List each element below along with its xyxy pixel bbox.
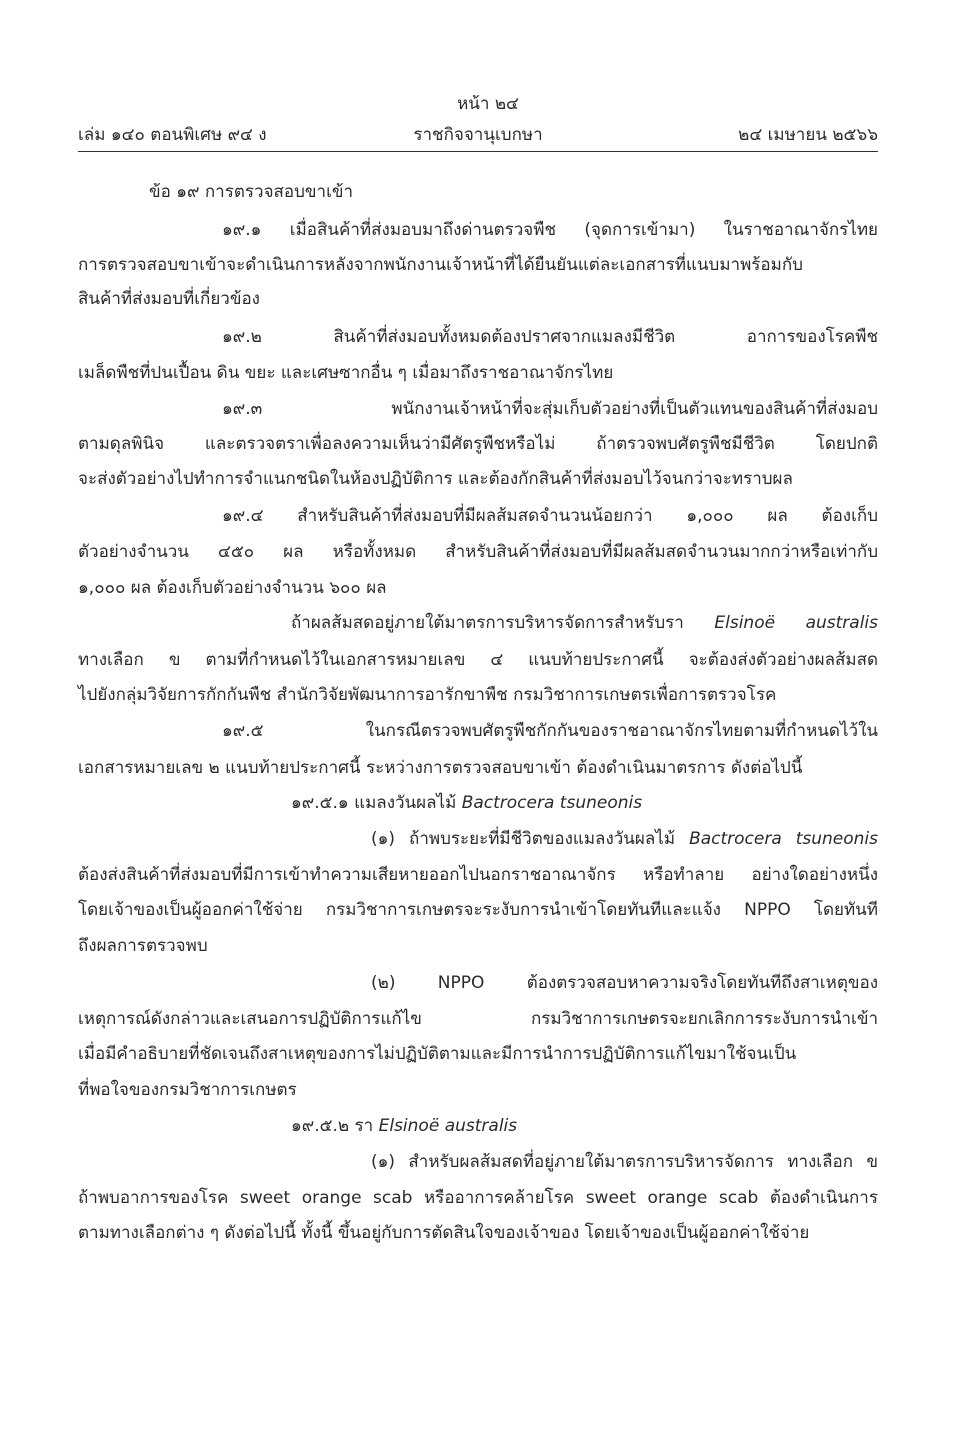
publication-date: ๒๔ เมษายน ๒๕๖๖	[738, 125, 878, 145]
header-rule	[78, 151, 878, 152]
text-line: ถ้าพบอาการของโรค sweet orange scab หรืออาการคล้ายโรค sweet orange scab ต้องดำเนินการ	[78, 1188, 878, 1208]
text-line: การตรวจสอบขาเข้าจะดำเนินการหลังจากพนักงานเจ้าหน้าที่ได้ยืนยันแต่ละเอกสารที่แนบมาพร้อมกับ	[78, 255, 803, 275]
species-name: Elsinoë australis	[714, 613, 878, 633]
clause-19-heading: ข้อ ๑๙ การตรวจสอบขาเข้า	[149, 182, 354, 202]
species-name: Bactrocera tsuneonis	[461, 793, 643, 813]
text-line: ที่พอใจของกรมวิชาการเกษตร	[78, 1080, 297, 1100]
text-line: ถึงผลการตรวจพบ	[78, 936, 208, 956]
clause-19-1: ๑๙.๑ เมื่อสินค้าที่ส่งมอบมาถึงด่านตรวจพืช (จุดการเข้ามา) ในราชอาณาจักรไทย	[222, 220, 878, 240]
text-line: โดยเจ้าของเป็นผู้ออกค่าใช้จ่าย กรมวิชาการเกษตรจะระงับการนำเข้าโดยทันทีและแจ้ง NPPO โดยทันที	[78, 900, 878, 920]
text-line: เมื่อมีคำอธิบายที่ชัดเจนถึงสาเหตุของการไม่ปฏิบัติตามและมีการนำการปฏิบัติการแก้ไขมาใช้จนเป็น	[78, 1044, 797, 1064]
volume-issue: เล่ม ๑๔๐ ตอนพิเศษ ๙๔ ง	[78, 125, 267, 145]
text-line: ๑,๐๐๐ ผล ต้องเก็บตัวอย่างจำนวน ๖๐๐ ผล	[78, 578, 387, 598]
text-line: ไปยังกลุ่มวิจัยการกักกันพืช สำนักวิจัยพัฒนาการอารักขาพืช กรมวิชาการเกษตรเพื่อการตรวจโรค	[78, 685, 777, 705]
text-line: สินค้าที่ส่งมอบที่เกี่ยวข้อง	[78, 289, 260, 309]
publication-title: ราชกิจจานุเบกษา	[413, 125, 543, 145]
clause-19-5: ๑๙.๕ ในกรณีตรวจพบศัตรูพืชกักกันของราชอาณาจักรไทยตามที่กำหนดไว้ใน	[222, 721, 878, 741]
text-line: (๒) NPPO ต้องตรวจสอบหาความจริงโดยทันทีถึงสาเหตุของ	[371, 973, 878, 993]
clause-19-2: ๑๙.๒ สินค้าที่ส่งมอบทั้งหมดต้องปราศจากแมลงมีชีวิต อาการของโรคพืช	[222, 327, 878, 347]
text-line: (๑) สำหรับผลส้มสดที่อยู่ภายใต้มาตรการบริหารจัดการ ทางเลือก ข	[371, 1152, 878, 1172]
text-line: จะส่งตัวอย่างไปทำการจำแนกชนิดในห้องปฏิบัติการ และต้องกักสินค้าที่ส่งมอบไว้จนกว่าจะทราบผล	[78, 469, 793, 489]
text-line: ตามทางเลือกต่าง ๆ ดังต่อไปนี้ ทั้งนี้ ขึ้นอยู่กับการตัดสินใจของเจ้าของ โดยเจ้าของเป็นผู้ออกค่าใช้จ่าย	[78, 1223, 810, 1243]
text-line: เหตุการณ์ดังกล่าวและเสนอการปฏิบัติการแก้ไข กรมวิชาการเกษตรจะยกเลิกการระงับการนำเข้า	[78, 1009, 878, 1029]
clause-19-5-1: ๑๙.๕.๑ แมลงวันผลไม้ Bactrocera tsuneonis	[291, 793, 643, 813]
species-name: Elsinoë australis	[378, 1116, 518, 1136]
text-line: เมล็ดพืชที่ปนเปื้อน ดิน ขยะ และเศษซากอื่น ๆ เมื่อมาถึงราชอาณาจักรไทย	[78, 363, 614, 383]
text-line: ตามดุลพินิจ และตรวจตราเพื่อลงความเห็นว่ามีศัตรูพืชหรือไม่ ถ้าตรวจพบศัตรูพืชมีชีวิต โดยปกติ	[78, 434, 878, 454]
clause-19-5-2: ๑๙.๕.๒ รา Elsinoë australis	[291, 1116, 518, 1136]
clause-19-3: ๑๙.๓ พนักงานเจ้าหน้าที่จะสุ่มเก็บตัวอย่างที่เป็นตัวแทนของสินค้าที่ส่งมอบ	[222, 399, 878, 419]
text-line: ถ้าผลส้มสดอยู่ภายใต้มาตรการบริหารจัดการสำหรับรา Elsinoë australis	[291, 613, 878, 633]
text-line: ต้องส่งสินค้าที่ส่งมอบที่มีการเข้าทำความเสียหายออกไปนอกราชอาณาจักร หรือทำลาย อย่างใดอย่างหนึ่ง	[78, 865, 878, 885]
text-line: ตัวอย่างจำนวน ๔๕๐ ผล หรือทั้งหมด สำหรับสินค้าที่ส่งมอบที่มีผลส้มสดจำนวนมากกว่าหรือเท่ากับ	[78, 542, 878, 562]
page-number: หน้า ๒๔	[457, 94, 519, 114]
species-name: Bactrocera tsuneonis	[689, 829, 879, 849]
text-line: ทางเลือก ข ตามที่กำหนดไว้ในเอกสารหมายเลข ๔ แนบท้ายประกาศนี้ จะต้องส่งตัวอย่างผลส้มสด	[78, 650, 878, 670]
text-line: (๑) ถ้าพบระยะที่มีชีวิตของแมลงวันผลไม้ Bactrocera tsuneonis	[371, 829, 879, 849]
text-line: เอกสารหมายเลข ๒ แนบท้ายประกาศนี้ ระหว่างการตรวจสอบขาเข้า ต้องดำเนินมาตรการ ดังต่อไปนี้	[78, 758, 803, 778]
page-header	[78, 121, 878, 147]
clause-19-4: ๑๙.๔ สำหรับสินค้าที่ส่งมอบที่มีผลส้มสดจำนวนน้อยกว่า ๑,๐๐๐ ผล ต้องเก็บ	[222, 506, 878, 526]
